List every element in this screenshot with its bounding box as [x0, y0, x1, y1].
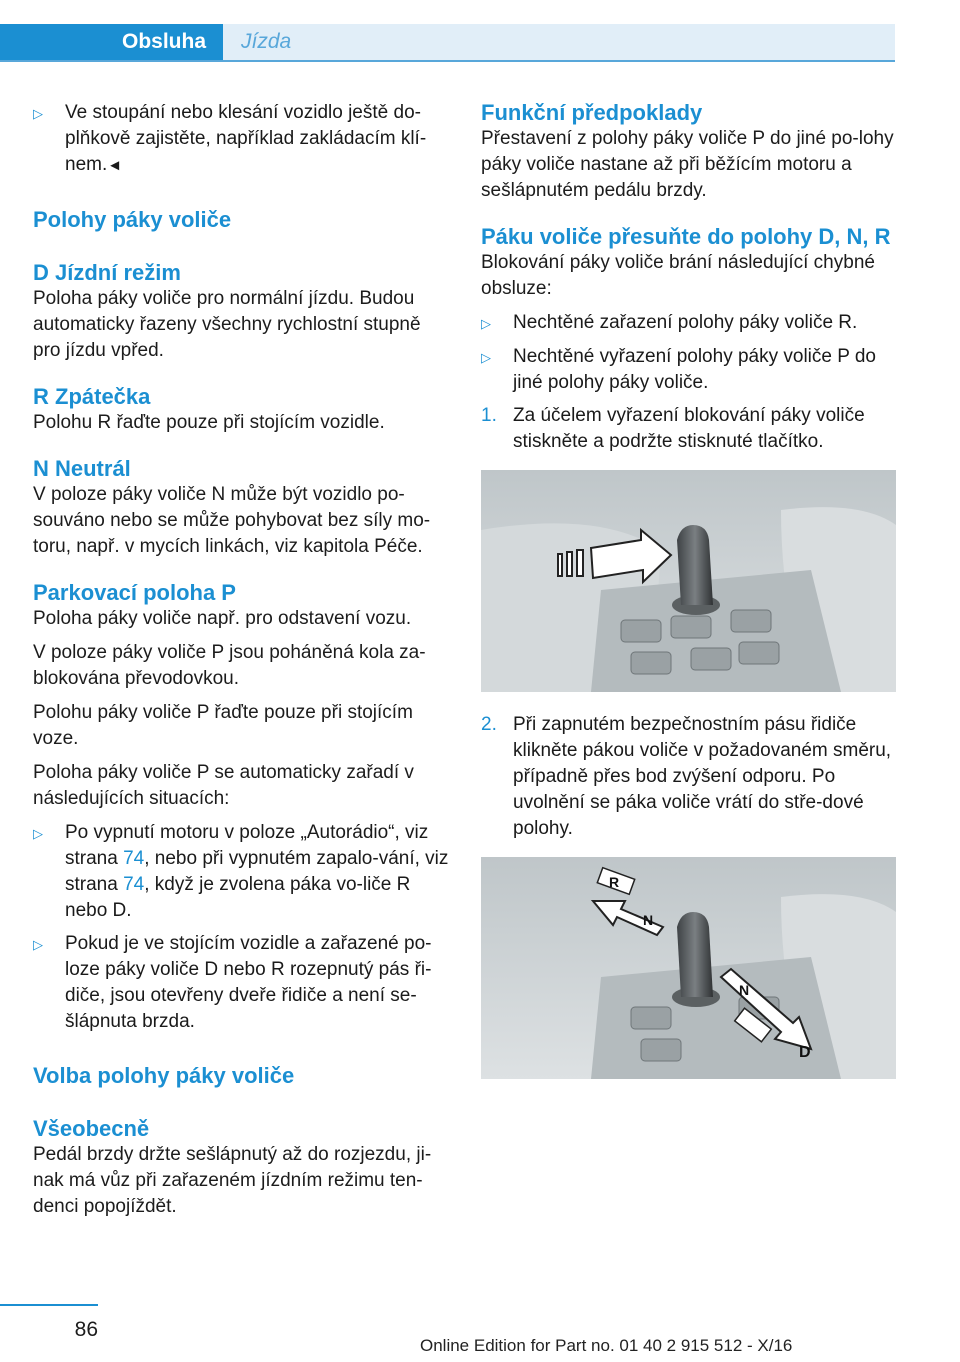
triangle-bullet-icon: ▷: [481, 350, 491, 365]
triangle-bullet-icon: ▷: [481, 316, 491, 331]
subheading-general: Všeobecně: [33, 1116, 150, 1141]
paragraph: Poloha páky voliče např. pro odstavení vozu.: [33, 608, 412, 629]
page-number: 86: [74, 1318, 98, 1341]
paragraph: V poloze páky voliče P jsou poháněná kola za-blokována převodovkou.: [33, 642, 426, 689]
list-item: ▷ Po vypnutí motoru v poloze „Autorádio“, viz strana 74, nebo při vypnutém zapalo-vání, viz strana 74, když je zvolena páka vo-liče R nebo D.: [33, 822, 449, 921]
list-item: [33, 100, 449, 179]
label-n-upper: N: [643, 912, 654, 928]
tab-jizda[interactable]: Jízda: [223, 24, 895, 60]
subheading-prereq: Funkční předpoklady: [481, 100, 703, 125]
triangle-bullet-icon: ▷: [33, 826, 43, 841]
edition-note: Online Edition for Part no. 01 40 2 915 512 - X/16: [420, 1336, 793, 1355]
section-heading: Volba polohy páky voliče: [33, 1063, 295, 1088]
step-item: [481, 403, 897, 455]
section-heading: Polohy páky voliče: [33, 207, 232, 232]
subheading-r: R Zpátečka: [33, 384, 151, 409]
list-item: [33, 931, 449, 1035]
selector-lever-illustration: [481, 470, 896, 692]
selector-lever-directions-illustration: [481, 857, 896, 1079]
list-item-text: Nechtěné zařazení polohy páky voliče R.: [513, 312, 858, 333]
subheading-n: N Neutrál: [33, 456, 131, 481]
page-link[interactable]: 74: [123, 848, 145, 869]
step-text: Za účelem vyřazení blokování páky voliče stiskněte a podržte stisknuté tlačítko.: [513, 405, 865, 452]
paragraph: Poloha páky voliče P se automaticky zařadí v následujících situacích:: [33, 762, 414, 809]
subheading-d: D Jízdní režim: [33, 260, 181, 285]
paragraph: Blokování páky voliče brání následující chybné obsluze:: [481, 252, 875, 299]
list-item: [481, 344, 897, 396]
paragraph: Pedál brzdy držte sešlápnutý až do rozjezdu, ji-nak má vůz při zařazeném jízdním režimu ten-denci popojíždět.: [33, 1144, 432, 1217]
left-column: [33, 100, 449, 1220]
list-item-text: Ve stoupání nebo klesání vozidlo ještě do-plňkově zajistěte, například zakládacím klí-nem.: [65, 102, 427, 175]
step-text: Při zapnutém bezpečnostním pásu řidiče klikněte pákou voliče v požadovaném směru, případně přes bod zvýšení odporu. Po uvolnění se páka voliče vrátí do stře-dové polohy.: [513, 714, 892, 839]
paragraph: Přestavení z polohy páky voliče P do jiné po-lohy páky voliče nastane až při běžícím motoru a sešlápnutém pedálu brzdy.: [481, 128, 894, 201]
paragraph: Polohu páky voliče P řaďte pouze při stojícím voze.: [33, 702, 413, 749]
label-d: D: [799, 1044, 811, 1061]
step-item: [481, 712, 897, 842]
right-column: [481, 100, 897, 1079]
selector-lever-directions-figure: [481, 857, 896, 1079]
selector-lever-unlock-figure: [481, 470, 896, 692]
end-mark-icon: ◄: [107, 157, 123, 174]
footer-divider: [0, 1304, 98, 1306]
step-number: 1.: [481, 405, 497, 426]
paragraph: Polohu R řaďte pouze při stojícím vozidle.: [33, 412, 385, 433]
subheading-p: Parkovací poloha P: [33, 580, 236, 605]
header-divider: [0, 60, 895, 62]
chapter-tabs: [0, 24, 895, 62]
tab-obsluha[interactable]: Obsluha: [0, 24, 223, 60]
page-link[interactable]: 74: [123, 874, 145, 895]
label-r: R: [609, 874, 620, 890]
paragraph: V poloze páky voliče N může být vozidlo po-souváno nebo se může pohybovat bez síly mo-toru, např. v mycích linkách, viz kapitola Péče.: [33, 484, 431, 557]
step-number: 2.: [481, 714, 497, 735]
list-item-text: Pokud je ve stojícím vozidle a zařazené po-loze páky voliče D nebo R rozepnutý pás ři-diče, jsou otevřeny dveře řidiče a není se-šlápnuta brzda.: [65, 933, 432, 1032]
triangle-bullet-icon: ▷: [33, 937, 43, 952]
paragraph: Poloha páky voliče pro normální jízdu. Budou automaticky řazeny všechny rychlostní stupně pro jízdu vpřed.: [33, 288, 421, 361]
label-n-lower: N: [739, 982, 750, 998]
triangle-bullet-icon: ▷: [33, 106, 43, 121]
list-item-text: Nechtěné vyřazení polohy páky voliče P do jiné polohy páky voliče.: [513, 346, 876, 393]
subheading-move: Páku voliče přesuňte do polohy D, N, R: [481, 224, 891, 249]
list-item: [481, 310, 897, 337]
